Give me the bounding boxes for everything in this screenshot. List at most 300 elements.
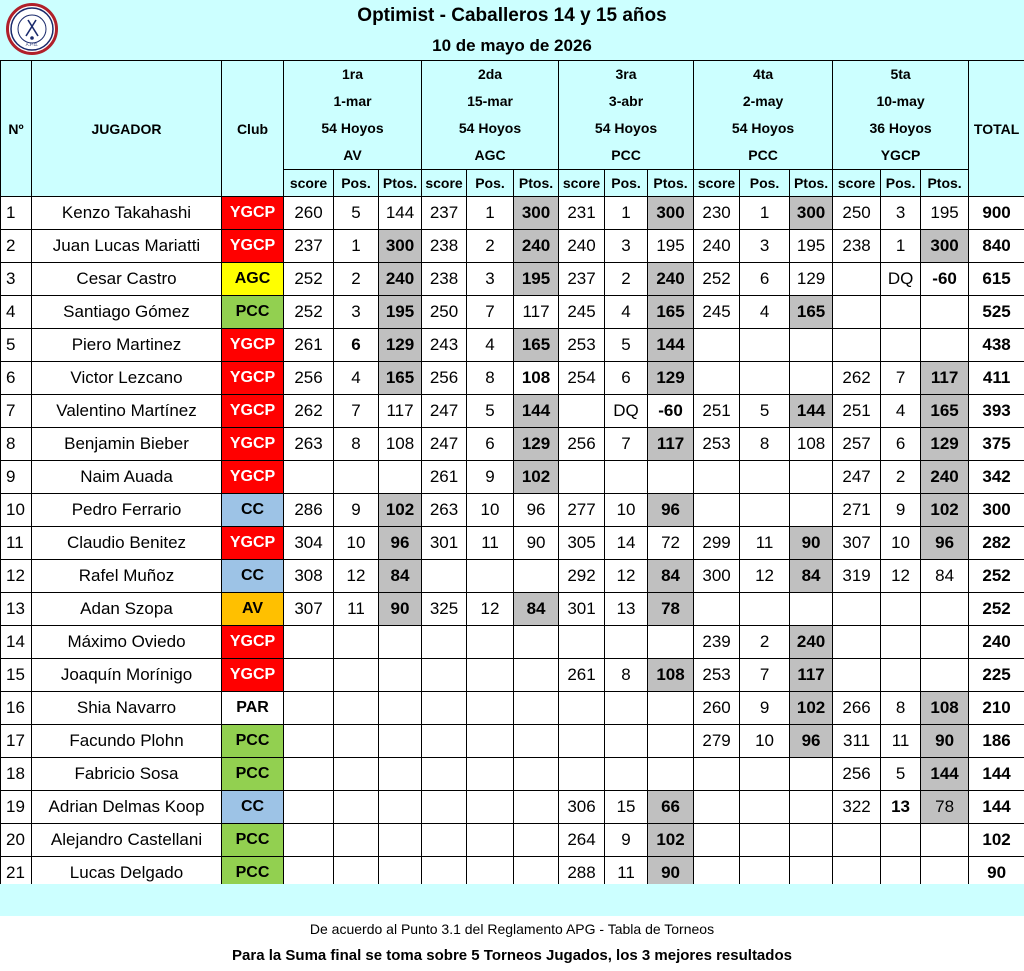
event-position: 12 [467,593,514,626]
table-row [1,791,1024,824]
event-score: 240 [694,230,740,263]
event-points: 117 [514,296,559,329]
event-score: 301 [422,527,467,560]
col-header-pos: Pos. [334,170,379,197]
table-row [1,824,1024,857]
event-holes: 54 Hoyos [731,120,795,136]
event-points: 78 [921,791,969,824]
table-row [1,296,1024,329]
event-score: 253 [694,428,740,461]
event-score [284,692,334,725]
event-position [334,461,379,494]
event-score [694,791,740,824]
event-position: 2 [740,626,790,659]
event-score [422,725,467,758]
col-header-score: score [694,170,740,197]
event-header-5 [833,61,969,170]
event-position: 12 [334,560,379,593]
table-row [1,692,1024,725]
event-points [921,824,969,857]
event-score: 306 [559,791,605,824]
footer-band [0,884,1024,916]
event-score [422,824,467,857]
event-points [648,758,694,791]
event-points: -60 [648,395,694,428]
event-position: 3 [334,296,379,329]
event-score: 260 [694,692,740,725]
player-rank: 13 [1,593,32,626]
event-position [467,824,514,857]
player-total: 525 [969,296,1024,329]
event-points: 129 [790,263,833,296]
event-holes: 54 Hoyos [458,120,522,136]
event-score: 240 [559,230,605,263]
event-score: 257 [833,428,881,461]
event-score: 250 [422,296,467,329]
event-position: 10 [740,725,790,758]
col-header-pts: Ptos. [648,170,694,197]
event-position: 8 [334,428,379,461]
event-position: 4 [467,329,514,362]
event-position [467,659,514,692]
event-position: 6 [334,329,379,362]
player-rank: 9 [1,461,32,494]
event-score [833,263,881,296]
player-total: 90 [969,857,1024,890]
event-score [559,725,605,758]
event-points: 195 [921,197,969,230]
event-position: 1 [605,197,648,230]
event-position: 9 [605,824,648,857]
player-name: Benjamin Bieber [32,428,222,461]
player-name: Facundo Plohn [32,725,222,758]
event-position: 5 [740,395,790,428]
event-score: 271 [833,494,881,527]
player-rank: 14 [1,626,32,659]
event-score [422,560,467,593]
event-points: 96 [514,494,559,527]
event-round: 1ra [341,66,364,82]
event-position [605,626,648,659]
table-row [1,758,1024,791]
event-points: 129 [514,428,559,461]
event-position: 1 [467,197,514,230]
player-rank: 16 [1,692,32,725]
player-rank: 1 [1,197,32,230]
event-date: 2-may [742,93,784,109]
event-points: 90 [648,857,694,890]
event-points: 84 [921,560,969,593]
player-total: 144 [969,758,1024,791]
event-position: 1 [881,230,921,263]
event-points [514,824,559,857]
col-header-score: score [833,170,881,197]
event-score: 304 [284,527,334,560]
event-position: 2 [605,263,648,296]
event-points: 84 [514,593,559,626]
event-position: 3 [881,197,921,230]
player-club-badge: YGCP [222,362,284,395]
player-club-badge: YGCP [222,329,284,362]
event-position [605,758,648,791]
event-points: 300 [514,197,559,230]
event-position: 3 [740,230,790,263]
event-score [422,659,467,692]
event-points: 78 [648,593,694,626]
table-row [1,494,1024,527]
player-total: 144 [969,791,1024,824]
player-total: 282 [969,527,1024,560]
player-total: 900 [969,197,1024,230]
event-position: 8 [740,428,790,461]
event-position [605,461,648,494]
event-score: 252 [694,263,740,296]
player-total: 438 [969,329,1024,362]
event-position: 7 [740,659,790,692]
event-score: 277 [559,494,605,527]
player-name: Lucas Delgado [32,857,222,890]
event-score: 300 [694,560,740,593]
event-score [833,659,881,692]
player-rank: 2 [1,230,32,263]
event-round: 5ta [890,66,911,82]
event-score [284,626,334,659]
table-row [1,428,1024,461]
event-points: 84 [790,560,833,593]
event-position: 10 [881,527,921,560]
event-points [790,758,833,791]
page-date: 10 de mayo de 2026 [432,36,592,55]
player-name: Victor Lezcano [32,362,222,395]
player-total: 210 [969,692,1024,725]
player-name: Claudio Benitez [32,527,222,560]
event-position: 8 [881,692,921,725]
event-score: 256 [422,362,467,395]
event-points: 129 [648,362,694,395]
event-position [740,461,790,494]
event-position [467,758,514,791]
player-rank: 20 [1,824,32,857]
table-row [1,263,1024,296]
player-club-badge: AV [222,593,284,626]
event-position: 11 [881,725,921,758]
event-position: 15 [605,791,648,824]
event-venue: PCC [748,147,778,163]
event-position: 9 [740,692,790,725]
player-rank: 3 [1,263,32,296]
event-position: 4 [334,362,379,395]
col-header-score: score [422,170,467,197]
event-points: 240 [790,626,833,659]
col-header-pos: Pos. [605,170,648,197]
event-position: 12 [605,560,648,593]
event-position: 2 [467,230,514,263]
event-points: 102 [921,494,969,527]
event-points [379,791,422,824]
event-points: 117 [790,659,833,692]
event-score: 238 [422,263,467,296]
event-position: 12 [881,560,921,593]
player-club-badge: PCC [222,296,284,329]
event-score [284,824,334,857]
player-rank: 21 [1,857,32,890]
event-score: 260 [284,197,334,230]
event-holes: 54 Hoyos [321,120,384,136]
event-score: 237 [284,230,334,263]
event-score: 237 [422,197,467,230]
col-header-score: score [284,170,334,197]
event-points: 96 [790,725,833,758]
event-position: 5 [605,329,648,362]
player-rank: 6 [1,362,32,395]
player-club-badge: PCC [222,725,284,758]
event-position: 6 [467,428,514,461]
event-score: 307 [833,527,881,560]
event-score [694,593,740,626]
event-score: 247 [833,461,881,494]
col-header-pts: Ptos. [921,170,969,197]
standings-table [0,60,1024,890]
event-points: 300 [648,197,694,230]
event-position: 1 [740,197,790,230]
event-position [467,725,514,758]
player-club-badge: YGCP [222,659,284,692]
event-points: 144 [790,395,833,428]
event-points: 117 [648,428,694,461]
event-position: 11 [605,857,648,890]
col-header-score: score [559,170,605,197]
player-club-badge: YGCP [222,461,284,494]
event-points: 165 [514,329,559,362]
player-club-badge: AGC [222,263,284,296]
event-points: 102 [379,494,422,527]
player-total: 393 [969,395,1024,428]
table-row [1,560,1024,593]
event-score: 319 [833,560,881,593]
event-score: 308 [284,560,334,593]
event-score: 266 [833,692,881,725]
event-position [467,791,514,824]
table-row [1,593,1024,626]
event-score: 262 [284,395,334,428]
event-position [740,791,790,824]
event-points: 165 [921,395,969,428]
event-points [648,461,694,494]
col-header-pts: Ptos. [379,170,422,197]
event-points: 144 [514,395,559,428]
event-points: 108 [648,659,694,692]
event-position: 1 [334,230,379,263]
event-position: 7 [334,395,379,428]
event-score: 279 [694,725,740,758]
event-position: 12 [740,560,790,593]
player-club-badge: YGCP [222,197,284,230]
event-position [881,626,921,659]
player-name: Adrian Delmas Koop [32,791,222,824]
event-score: 230 [694,197,740,230]
event-position [881,659,921,692]
event-points: 165 [648,296,694,329]
event-venue: YGCP [880,147,921,163]
event-score [833,296,881,329]
player-rank: 8 [1,428,32,461]
event-score [694,362,740,395]
player-rank: 5 [1,329,32,362]
event-points: 108 [514,362,559,395]
event-points [921,626,969,659]
event-position: 2 [881,461,921,494]
player-total: 615 [969,263,1024,296]
event-points [790,494,833,527]
event-points [790,593,833,626]
event-round: 3ra [615,66,637,82]
event-points: 72 [648,527,694,560]
event-points: 96 [648,494,694,527]
event-score [559,758,605,791]
event-position [881,593,921,626]
event-date: 1-mar [333,93,372,109]
event-position: 11 [740,527,790,560]
event-position [605,725,648,758]
player-total: 840 [969,230,1024,263]
table-row [1,362,1024,395]
event-position [334,758,379,791]
event-position [881,329,921,362]
event-score: 245 [694,296,740,329]
event-points: 102 [790,692,833,725]
player-total: 300 [969,494,1024,527]
event-score: 322 [833,791,881,824]
event-score: 311 [833,725,881,758]
event-points [648,626,694,659]
event-holes: 54 Hoyos [594,120,658,136]
event-score: 253 [559,329,605,362]
player-club-badge: PCC [222,857,284,890]
event-score: 237 [559,263,605,296]
event-score [559,395,605,428]
event-position [740,593,790,626]
event-points: 129 [921,428,969,461]
standings-body [1,197,1024,890]
event-position [605,692,648,725]
event-position: 8 [605,659,648,692]
player-total: 240 [969,626,1024,659]
event-header-4 [694,61,833,170]
event-points: 300 [379,230,422,263]
event-position: 8 [467,362,514,395]
event-position: 9 [334,494,379,527]
player-rank: 18 [1,758,32,791]
table-row [1,461,1024,494]
event-points [790,791,833,824]
event-position: 13 [881,791,921,824]
event-score: 238 [422,230,467,263]
player-name: Joaquín Morínigo [32,659,222,692]
player-total: 252 [969,593,1024,626]
event-points [921,593,969,626]
event-points: 102 [514,461,559,494]
player-name: Juan Lucas Mariatti [32,230,222,263]
event-points: 300 [921,230,969,263]
event-position [467,692,514,725]
event-points: 300 [790,197,833,230]
event-score: 261 [559,659,605,692]
event-position [334,659,379,692]
event-score [422,692,467,725]
event-position: 10 [605,494,648,527]
event-position [334,692,379,725]
player-club-badge: YGCP [222,428,284,461]
event-position: 3 [605,230,648,263]
player-club-badge: YGCP [222,527,284,560]
event-position [467,626,514,659]
event-points: 108 [921,692,969,725]
player-total: 342 [969,461,1024,494]
event-position: 7 [605,428,648,461]
event-points [514,692,559,725]
player-rank: 12 [1,560,32,593]
event-position [740,362,790,395]
event-points: 90 [514,527,559,560]
event-venue: PCC [611,147,641,163]
player-name: Pedro Ferrario [32,494,222,527]
player-total: 102 [969,824,1024,857]
event-score: 305 [559,527,605,560]
event-round: 4ta [752,66,774,82]
event-score: 256 [284,362,334,395]
event-position: 6 [605,362,648,395]
event-position: 6 [740,263,790,296]
event-score: 253 [694,659,740,692]
event-points [379,461,422,494]
regulation-note: De acuerdo al Punto 3.1 del Reglamento APG - Tabla de Torneos [309,921,715,937]
player-total: 186 [969,725,1024,758]
col-header-pts: Ptos. [514,170,559,197]
event-score [284,758,334,791]
event-score: 288 [559,857,605,890]
event-score: 301 [559,593,605,626]
event-points [921,659,969,692]
event-score: 256 [833,758,881,791]
event-score: 264 [559,824,605,857]
event-points: 90 [790,527,833,560]
event-score [559,461,605,494]
event-points: 195 [379,296,422,329]
event-points: 165 [790,296,833,329]
event-position: 4 [605,296,648,329]
player-total: 411 [969,362,1024,395]
event-venue: AV [343,147,362,163]
event-position: 9 [467,461,514,494]
event-score [833,329,881,362]
event-score: 252 [284,263,334,296]
event-points: 66 [648,791,694,824]
player-name: Adan Szopa [32,593,222,626]
player-name: Piero Martinez [32,329,222,362]
event-position: 7 [881,362,921,395]
player-total: 375 [969,428,1024,461]
event-score [833,626,881,659]
event-header-3 [559,61,694,170]
event-score [833,824,881,857]
event-position: DQ [605,395,648,428]
player-name: Kenzo Takahashi [32,197,222,230]
event-points: 144 [648,329,694,362]
event-points [921,296,969,329]
event-points: 144 [379,197,422,230]
event-holes: 36 Hoyos [869,120,932,136]
player-total: 252 [969,560,1024,593]
